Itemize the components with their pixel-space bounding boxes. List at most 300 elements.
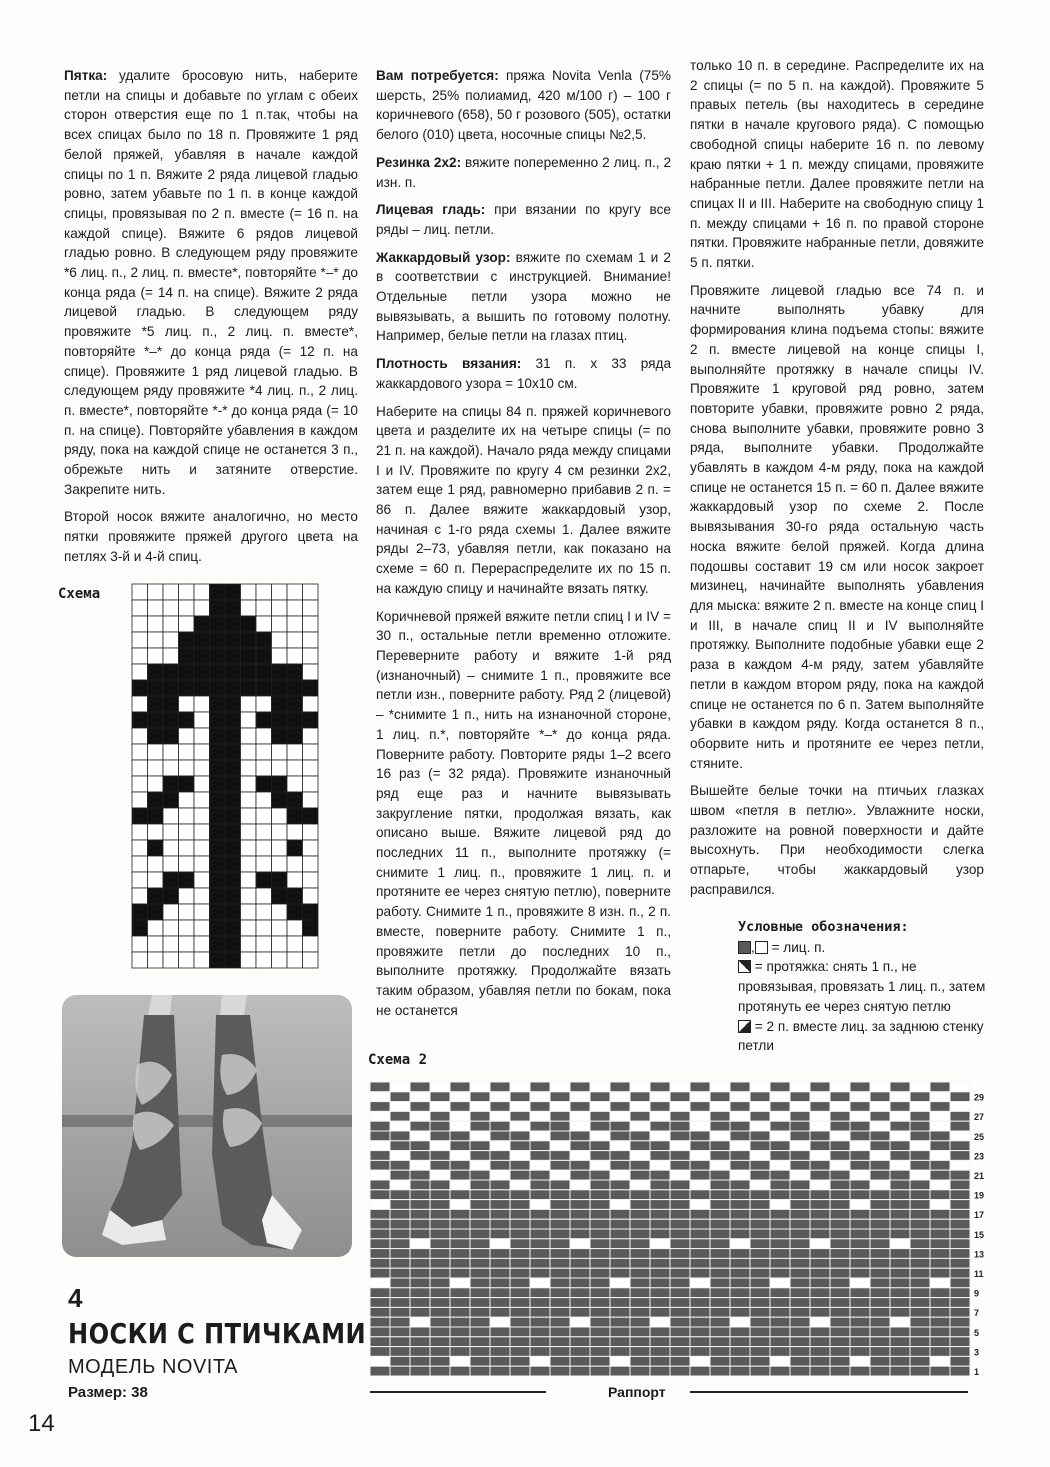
chart-cell-dark xyxy=(650,1121,670,1131)
chart-cell-dark xyxy=(710,1190,730,1200)
chart-cell-dark xyxy=(630,1337,650,1347)
chart-cell-light xyxy=(272,744,288,760)
chart-cell-light xyxy=(287,760,303,776)
chart-cell-light xyxy=(303,824,319,840)
chart-cell-dark xyxy=(950,1356,970,1366)
chart-cell-light xyxy=(530,1200,550,1210)
chart-cell-dark xyxy=(370,1160,390,1170)
chart-cell-dark xyxy=(670,1268,690,1278)
chart-cell-dark xyxy=(510,1170,530,1180)
chart-cell-dark xyxy=(810,1131,830,1141)
chart-cell-light xyxy=(272,952,288,968)
jacquard-text: вяжите по схемам 1 и 2 в соответствии с инструкцией. Внимание! Отдельные петли узора можно не вывязывать, а вышить по готовому полотну. Например, белые петли на глазах птиц. xyxy=(376,249,671,344)
chart-cell-light xyxy=(870,1180,890,1190)
chart-cell-dark xyxy=(710,1288,730,1298)
chart-cell-dark xyxy=(210,648,226,664)
chart-cell-dark xyxy=(870,1229,890,1239)
chart-cell-dark xyxy=(490,1121,510,1131)
chart-cell-light xyxy=(148,616,164,632)
chart-cell-dark xyxy=(225,840,241,856)
chart-cell-light xyxy=(287,648,303,664)
chart-cell-dark xyxy=(730,1249,750,1259)
chart-cell-dark xyxy=(870,1239,890,1249)
chart-cell-dark xyxy=(750,1288,770,1298)
chart-cell-dark xyxy=(225,616,241,632)
rapport-label: Раппорт xyxy=(608,1384,666,1400)
chart-cell-light xyxy=(650,1111,670,1121)
chart-cell-dark xyxy=(770,1337,790,1347)
chart-cell-dark xyxy=(430,1268,450,1278)
chart-cell-dark xyxy=(730,1219,750,1229)
chart-cell-light xyxy=(287,616,303,632)
chart-cell-light xyxy=(670,1082,690,1092)
chart-cell-dark xyxy=(690,1337,710,1347)
chart-cell-dark xyxy=(830,1298,850,1308)
chart-cell-dark xyxy=(370,1190,390,1200)
chart-cell-dark xyxy=(910,1258,930,1268)
chart-cell-dark xyxy=(890,1356,910,1366)
chart-cell-dark xyxy=(510,1258,530,1268)
chart-cell-dark xyxy=(930,1268,950,1278)
chart-cell-dark xyxy=(810,1347,830,1357)
chart-cell-dark xyxy=(810,1356,830,1366)
chart-cell-light xyxy=(730,1092,750,1102)
chart-cell-light xyxy=(194,696,210,712)
rapport-line-left xyxy=(370,1391,546,1393)
chart-cell-dark xyxy=(430,1190,450,1200)
chart-cell-dark xyxy=(530,1151,550,1161)
chart-cell-light xyxy=(179,904,195,920)
chart-cell-dark xyxy=(390,1092,410,1102)
chart-cell-dark xyxy=(430,1298,450,1308)
chart-cell-dark xyxy=(650,1151,670,1161)
chart-cell-dark xyxy=(830,1317,850,1327)
chart-cell-light xyxy=(194,936,210,952)
chart-cell-dark xyxy=(610,1239,630,1249)
chart-cell-light xyxy=(194,744,210,760)
chart-cell-dark xyxy=(650,1141,670,1151)
chart-cell-dark xyxy=(210,792,226,808)
chart-cell-light xyxy=(256,616,272,632)
chart-cell-dark xyxy=(650,1356,670,1366)
chart-cell-dark xyxy=(910,1288,930,1298)
chart-cell-light xyxy=(950,1160,970,1170)
chart-cell-dark xyxy=(510,1278,530,1288)
chart-cell-light xyxy=(148,760,164,776)
chart-cell-dark xyxy=(730,1190,750,1200)
chart-cell-dark xyxy=(750,1347,770,1357)
chart-cell-dark xyxy=(710,1092,730,1102)
chart-cell-light xyxy=(303,600,319,616)
chart-cell-dark xyxy=(850,1347,870,1357)
chart-cell-dark xyxy=(850,1190,870,1200)
chart-cell-light xyxy=(630,1151,650,1161)
chart-cell-light xyxy=(450,1278,470,1288)
chart-cell-dark xyxy=(490,1131,510,1141)
row-number-label: 5 xyxy=(974,1327,980,1338)
chart-cell-dark xyxy=(670,1239,690,1249)
chart-cell-dark xyxy=(287,712,303,728)
chart-cell-dark xyxy=(410,1151,430,1161)
chart-cell-dark xyxy=(450,1337,470,1347)
chart-cell-dark xyxy=(630,1190,650,1200)
chart-cell-dark xyxy=(670,1160,690,1170)
chart-cell-dark xyxy=(850,1366,870,1376)
chart-cell-dark xyxy=(610,1160,630,1170)
chart-cell-dark xyxy=(163,664,179,680)
chart-cell-dark xyxy=(770,1121,790,1131)
chart-cell-dark xyxy=(690,1298,710,1308)
chart-cell-dark xyxy=(390,1219,410,1229)
chart-cell-light xyxy=(256,936,272,952)
chart-cell-dark xyxy=(730,1151,750,1161)
model-title: НОСКИ С ПТИЧКАМИ xyxy=(68,1317,367,1350)
chart-cell-dark xyxy=(179,712,195,728)
materials-text: пряжа Novita Venla (75% шерсть, 25% полиамид, 420 м/100 г) – 100 г коричневого (658), 50 г розового (505), остатки белого (010) цвета, носочные спицы №2,5. xyxy=(376,68,671,143)
chart-cell-dark xyxy=(225,600,241,616)
chart-cell-light xyxy=(179,808,195,824)
chart-cell-dark xyxy=(550,1180,570,1190)
chart-cell-light xyxy=(850,1278,870,1288)
chart-cell-dark xyxy=(670,1337,690,1347)
chart-cell-dark xyxy=(510,1111,530,1121)
chart-cell-light xyxy=(132,616,148,632)
chart-cell-dark xyxy=(830,1141,850,1151)
chart-cell-dark xyxy=(225,728,241,744)
chart-cell-dark xyxy=(870,1366,890,1376)
chart-cell-dark xyxy=(163,728,179,744)
chart-cell-dark xyxy=(670,1307,690,1317)
chart-cell-light xyxy=(930,1111,950,1121)
chart-cell-dark xyxy=(450,1298,470,1308)
chart-cell-dark xyxy=(256,872,272,888)
chart-cell-dark xyxy=(950,1180,970,1190)
chart-cell-light xyxy=(194,872,210,888)
chart-cell-dark xyxy=(530,1239,550,1249)
column-1 xyxy=(64,66,358,575)
chart-cell-light xyxy=(830,1082,850,1092)
chart-cell-dark xyxy=(530,1268,550,1278)
chart-cell-dark xyxy=(750,1239,770,1249)
finishing-paragraph: Вышейте белые точки на птичьих глазках швом «петля в петлю». Увлажните носки, разложите на ровной поверхности и дайте высохнуть. При необходимости слегка отпарьте, чтобы жаккардовый узор расправился. xyxy=(690,783,984,897)
chart-cell-dark xyxy=(890,1190,910,1200)
chart-cell-dark xyxy=(730,1347,750,1357)
rib-text: вяжите попеременно 2 лиц. п., 2 изн. п. xyxy=(376,154,671,190)
chart-cell-light xyxy=(303,952,319,968)
chart-cell-light xyxy=(490,1111,510,1121)
chart-cell-dark xyxy=(570,1219,590,1229)
chart-cell-dark xyxy=(790,1278,810,1288)
chart-cell-dark xyxy=(730,1200,750,1210)
chart-cell-light xyxy=(390,1180,410,1190)
chart-cell-dark xyxy=(850,1307,870,1317)
chart-cell-dark xyxy=(590,1209,610,1219)
chart-cell-dark xyxy=(450,1219,470,1229)
chart-cell-dark xyxy=(650,1268,670,1278)
legend-item-k2tog xyxy=(738,1017,988,1056)
chart-cell-dark xyxy=(410,1219,430,1229)
chart-cell-dark xyxy=(930,1082,950,1092)
chart-cell-light xyxy=(256,792,272,808)
chart-cell-dark xyxy=(450,1229,470,1239)
second-sock-paragraph: Второй носок вяжите аналогично, но место пятки провяжите пряжей другого цвета на петлях 3-й и 4-й спиц. xyxy=(64,509,358,564)
legend xyxy=(738,918,988,1056)
chart-cell-dark xyxy=(370,1151,390,1161)
chart-cell-dark xyxy=(850,1337,870,1347)
chart-cell-dark xyxy=(630,1298,650,1308)
heel-text: удалите бросовую нить, наберите петли на спицы и добавьте по углам с обеих сторон отверстия еще по 1 п.так, чтобы на всех спицах было по 18 п. Провяжите 1 ряд белой пряжей, убавляя в начале каждой спицы по 1 п. Вяжите 2 ряда лицевой гладью ровно, затем убавьте по 1 п. в конце каждой спицы, провязывая по 2 п. вместе (= 16 п. на каждой спице). Вяжите 6 рядов лицевой гладью ровно. В следующем ряду провяжите *6 лиц. п., 2 лиц. п. вместе*, повторяйте *–* до конца ряда (= 14 п. на спице). Вяжите 2 ряда лицевой гладью. В следующем ряду провяжите *5 лиц. п., 2 лиц. п. вместе*, повторяйте *–* до конца ряда (= 12 п. на спице). Провяжите 1 ряд лицевой гладью. В следующем ряду провяжите *4 лиц. п., 2 лиц. п. вместе*, повторяйте *-* до конца ряда (= 10 п. на спице). Повторяйте убавления в каждом ряду, пока на каждой спице не останется 3 п., обрежьте нить и затяните отверстие. Закрепите нить. xyxy=(64,68,358,497)
chart-cell-dark xyxy=(430,1219,450,1229)
chart-cell-dark xyxy=(410,1258,430,1268)
chart-cell-dark xyxy=(610,1337,630,1347)
chart-cell-dark xyxy=(470,1111,490,1121)
chart-cell-light xyxy=(450,1180,470,1190)
chart-cell-dark xyxy=(630,1317,650,1327)
chart-cell-dark xyxy=(530,1249,550,1259)
chart-cell-dark xyxy=(210,664,226,680)
chart-cell-dark xyxy=(510,1209,530,1219)
row-number-label: 9 xyxy=(974,1288,980,1299)
chart-cell-dark xyxy=(550,1298,570,1308)
chart-cell-light xyxy=(287,920,303,936)
chart-cell-dark xyxy=(132,904,148,920)
chart-cell-dark xyxy=(225,664,241,680)
column-3 xyxy=(690,56,984,908)
chart-cell-dark xyxy=(650,1180,670,1190)
chart-cell-dark xyxy=(710,1268,730,1278)
chart-cell-dark xyxy=(790,1092,810,1102)
chart-cell-dark xyxy=(690,1160,710,1170)
chart-cell-dark xyxy=(550,1268,570,1278)
chart-cell-dark xyxy=(550,1288,570,1298)
chart-cell-dark xyxy=(510,1229,530,1239)
chart-cell-dark xyxy=(210,680,226,696)
chart-cell-light xyxy=(194,904,210,920)
chart-cell-light xyxy=(450,1356,470,1366)
chart-cell-light xyxy=(179,744,195,760)
chart-cell-dark xyxy=(770,1082,790,1092)
chart-cell-light xyxy=(287,824,303,840)
chart-cell-dark xyxy=(179,664,195,680)
chart-cell-dark xyxy=(370,1121,390,1131)
chart-cell-dark xyxy=(890,1337,910,1347)
chart-cell-light xyxy=(287,600,303,616)
chart-cell-light xyxy=(770,1200,790,1210)
chart-cell-dark xyxy=(148,680,164,696)
chart-cell-dark xyxy=(950,1111,970,1121)
chart-cell-light xyxy=(272,824,288,840)
chart-cell-light xyxy=(287,776,303,792)
chart-cell-dark xyxy=(790,1337,810,1347)
chart-cell-dark xyxy=(256,648,272,664)
chart-cell-dark xyxy=(530,1190,550,1200)
chart-cell-dark xyxy=(210,600,226,616)
chart-cell-dark xyxy=(930,1219,950,1229)
chart-cell-dark xyxy=(530,1209,550,1219)
chart-cell-dark xyxy=(890,1347,910,1357)
chart-cell-dark xyxy=(810,1160,830,1170)
chart-cell-light xyxy=(850,1141,870,1151)
chart-cell-dark xyxy=(910,1219,930,1229)
chart-cell-dark xyxy=(670,1298,690,1308)
chart-cell-dark xyxy=(530,1298,550,1308)
chart-cell-dark xyxy=(163,792,179,808)
chart-cell-dark xyxy=(790,1121,810,1131)
chart-cell-dark xyxy=(163,680,179,696)
chart-cell-light xyxy=(750,1121,770,1131)
chart-cell-light xyxy=(410,1131,430,1141)
chart-cell-light xyxy=(148,936,164,952)
chart-cell-dark xyxy=(470,1307,490,1317)
chart-cell-light xyxy=(303,616,319,632)
chart-cell-dark xyxy=(730,1307,750,1317)
chart-cell-light xyxy=(163,808,179,824)
chart-cell-dark xyxy=(610,1229,630,1239)
chart-cell-dark xyxy=(850,1298,870,1308)
chart-cell-light xyxy=(148,584,164,600)
chart-cell-dark xyxy=(690,1170,710,1180)
chart-cell-dark xyxy=(650,1249,670,1259)
chart-cell-dark xyxy=(194,680,210,696)
chart-cell-dark xyxy=(450,1307,470,1317)
chart-cell-dark xyxy=(690,1317,710,1327)
chart-cell-light xyxy=(241,952,257,968)
chart-cell-dark xyxy=(910,1180,930,1190)
chart-cell-light xyxy=(132,824,148,840)
chart-cell-light xyxy=(490,1141,510,1151)
chart-cell-light xyxy=(303,936,319,952)
chart-cell-dark xyxy=(830,1258,850,1268)
chart-cell-light xyxy=(470,1131,490,1141)
chart-cell-light xyxy=(287,856,303,872)
chart-cell-dark xyxy=(630,1258,650,1268)
chart-cell-light xyxy=(390,1121,410,1131)
chart-cell-dark xyxy=(210,632,226,648)
chart-cell-light xyxy=(194,824,210,840)
chart-cell-dark xyxy=(830,1209,850,1219)
chart-cell-dark xyxy=(910,1190,930,1200)
chart-cell-dark xyxy=(390,1366,410,1376)
chart-cell-light xyxy=(163,584,179,600)
chart-cell-dark xyxy=(590,1239,610,1249)
chart-cell-light xyxy=(650,1160,670,1170)
chart-cell-dark xyxy=(530,1327,550,1337)
chart-cell-light xyxy=(241,904,257,920)
chart-cell-dark xyxy=(890,1298,910,1308)
chart-cell-light xyxy=(690,1092,710,1102)
chart-cell-dark xyxy=(210,904,226,920)
chart-cell-light xyxy=(570,1151,590,1161)
chart-cell-light xyxy=(510,1121,530,1131)
chart-cell-dark xyxy=(930,1160,950,1170)
chart-cell-light xyxy=(148,872,164,888)
chart-cell-dark xyxy=(810,1102,830,1112)
chart-cell-dark xyxy=(930,1229,950,1239)
row-number-label: 29 xyxy=(974,1092,985,1103)
chart-cell-dark xyxy=(930,1317,950,1327)
chart-cell-dark xyxy=(179,632,195,648)
chart-cell-dark xyxy=(490,1180,510,1190)
chart-cell-dark xyxy=(810,1082,830,1092)
chart-cell-dark xyxy=(390,1347,410,1357)
chart-cell-dark xyxy=(225,920,241,936)
chart-cell-light xyxy=(148,744,164,760)
chart-cell-dark xyxy=(810,1298,830,1308)
chart-cell-dark xyxy=(710,1200,730,1210)
chart-cell-dark xyxy=(430,1200,450,1210)
chart-cell-dark xyxy=(430,1131,450,1141)
chart-cell-dark xyxy=(790,1356,810,1366)
chart-cell-dark xyxy=(810,1327,830,1337)
chart-cell-dark xyxy=(890,1366,910,1376)
chart-cell-light xyxy=(510,1082,530,1092)
chart-cell-dark xyxy=(490,1298,510,1308)
chart-cell-dark xyxy=(256,712,272,728)
chart-cell-dark xyxy=(570,1298,590,1308)
chart-cell-light xyxy=(810,1151,830,1161)
chart-cell-light xyxy=(890,1131,910,1141)
chart-cell-dark xyxy=(390,1190,410,1200)
chart-cell-dark xyxy=(830,1356,850,1366)
chart-cell-dark xyxy=(870,1258,890,1268)
chart-cell-dark xyxy=(410,1298,430,1308)
chart-cell-dark xyxy=(630,1249,650,1259)
chart-cell-light xyxy=(730,1170,750,1180)
chart-cell-dark xyxy=(430,1366,450,1376)
chart-cell-dark xyxy=(890,1200,910,1210)
chart-cell-dark xyxy=(550,1229,570,1239)
chart-cell-dark xyxy=(950,1288,970,1298)
schema-1-label: Схема xyxy=(58,586,101,602)
chart-cell-light xyxy=(179,920,195,936)
chart-cell-dark xyxy=(470,1298,490,1308)
chart-cell-dark xyxy=(930,1102,950,1112)
chart-cell-dark xyxy=(790,1366,810,1376)
chart-cell-dark xyxy=(950,1327,970,1337)
chart-cell-dark xyxy=(750,1141,770,1151)
chart-cell-light xyxy=(910,1082,930,1092)
chart-cell-dark xyxy=(210,936,226,952)
chart-cell-dark xyxy=(630,1229,650,1239)
chart-cell-dark xyxy=(630,1239,650,1249)
chart-cell-dark xyxy=(610,1219,630,1229)
chart-cell-dark xyxy=(530,1141,550,1151)
chart-cell-dark xyxy=(710,1366,730,1376)
chart-cell-dark xyxy=(750,1327,770,1337)
chart-cell-light xyxy=(950,1082,970,1092)
chart-cell-light xyxy=(530,1356,550,1366)
chart-cell-light xyxy=(750,1102,770,1112)
chart-cell-dark xyxy=(390,1258,410,1268)
chart-cell-dark xyxy=(630,1278,650,1288)
chart-cell-light xyxy=(256,696,272,712)
chart-cell-dark xyxy=(510,1337,530,1347)
chart-cell-light xyxy=(179,728,195,744)
chart-cell-dark xyxy=(650,1347,670,1357)
chart-cell-light xyxy=(241,872,257,888)
chart-cell-light xyxy=(530,1092,550,1102)
chart-cell-light xyxy=(303,792,319,808)
chart-cell-light xyxy=(256,952,272,968)
chart-cell-dark xyxy=(410,1121,430,1131)
chart-cell-dark xyxy=(950,1229,970,1239)
chart-cell-dark xyxy=(256,664,272,680)
chart-cell-dark xyxy=(163,776,179,792)
chart-cell-dark xyxy=(750,1229,770,1239)
chart-cell-dark xyxy=(630,1347,650,1357)
chart-cell-dark xyxy=(148,808,164,824)
chart-cell-light xyxy=(390,1082,410,1092)
